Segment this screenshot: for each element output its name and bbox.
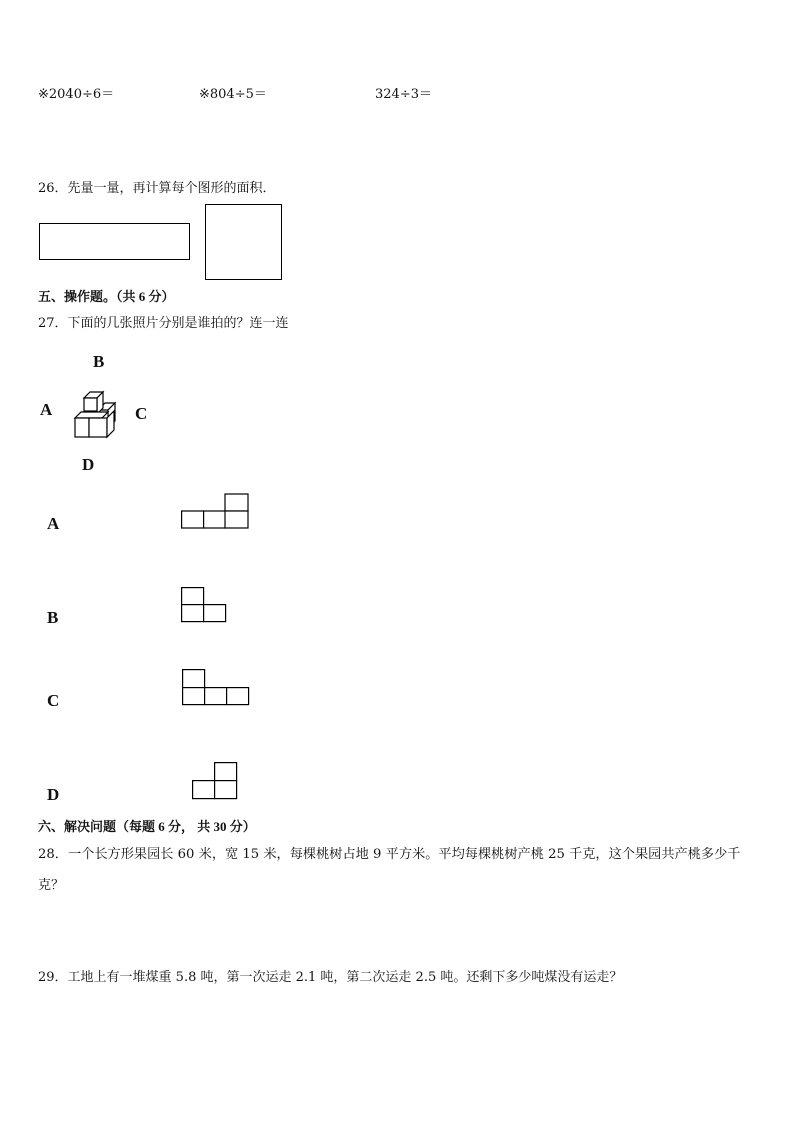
view-label-c: C: [47, 691, 60, 710]
calc-item-2: ※804÷5＝: [199, 87, 267, 102]
view-b-figure: [181, 587, 227, 624]
view-c-figure: [182, 669, 251, 707]
view-d-figure: [192, 762, 238, 801]
section-6-title: 六、解决问题（每题 6 分， 共 30 分）: [38, 819, 256, 834]
square-figure: [205, 204, 282, 280]
section-5-title: 五、操作题。（共 6 分）: [38, 289, 175, 304]
calc-item-1: ※2040÷6＝: [38, 87, 115, 102]
position-label-bottom: D: [82, 455, 95, 474]
question-29-text: 29．工地上有一堆煤重 5.8 吨，第一次运走 2.1 吨，第二次运走 2.5 吨。还剩下多少吨煤没有运走？: [38, 970, 623, 985]
position-label-top: B: [93, 352, 105, 371]
view-label-d: D: [47, 785, 60, 804]
rectangle-figure: [39, 223, 190, 260]
view-a-figure: [181, 493, 250, 530]
view-label-b: B: [47, 608, 59, 627]
question-27-text: 27．下面的几张照片分别是谁拍的？连一连: [38, 316, 289, 331]
question-28-line-2: 克？: [38, 878, 65, 893]
question-28-line-1: 28．一个长方形果园长 60 米，宽 15 米，每棵桃树占地 9 平方米。平均每棵桃树产桃 25 千克，这个果园共产桃多少千: [38, 847, 741, 862]
question-26-text: 26．先量一量，再计算每个图形的面积．: [38, 181, 276, 196]
cube-arrangement-figure: [70, 388, 122, 440]
view-label-a: A: [47, 514, 60, 533]
calc-item-3: 324÷3＝: [375, 87, 432, 102]
position-label-right: C: [135, 404, 148, 423]
position-label-left: A: [40, 400, 53, 419]
